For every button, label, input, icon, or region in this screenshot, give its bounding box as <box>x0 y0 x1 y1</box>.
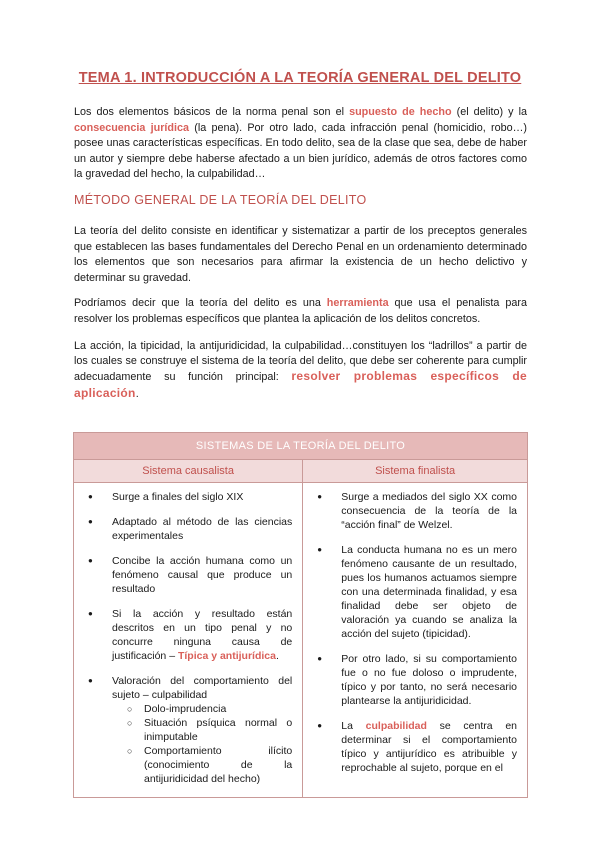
highlight-consecuencia-juridica: consecuencia jurídica <box>74 121 190 134</box>
list-item-text: Si la acción y resultado están descritos en un tipo penal y no concurre ninguna causa de justificación – <box>112 608 293 662</box>
highlight-supuesto-de-hecho: supuesto de hecho <box>349 106 452 118</box>
column-header-finalista: Sistema finalista <box>303 460 528 483</box>
table-header: SISTEMAS DE LA TEORÍA DEL DELITO <box>74 433 528 460</box>
intro-text-3: (la pena). Por otro lado, cada infracción penal (homicidio, robo…) posee unas características específicas. En todo delito, sea de la clase que sea, debe de haber un autor y siempre debe haberse afectado a un bien jurídico, además de otros factores como la gravedad del hecho, la culpabilidad… <box>74 121 527 181</box>
p2-text-1: Podríamos decir que la teoría del delito es una <box>74 297 327 309</box>
sublist-item: ○ Situación psíquica normal o inimputable <box>112 716 292 744</box>
list-item <box>303 719 527 775</box>
highlight-culpabilidad: culpabilidad <box>365 720 427 732</box>
paragraph-teoria: La teoría del delito consiste en identificar y sistematizar a partir de los preceptos generales que establecen las bases fundamentales del Derecho Penal en un ordenamiento determinado los elementos que son necesarios para afirmar la existencia de un hecho delictivo y determinar su gravedad. <box>74 225 527 284</box>
list-item <box>74 674 302 786</box>
p3-text-2: . <box>135 387 139 400</box>
column-header-causalista: Sistema causalista <box>74 460 303 483</box>
culpabilidad-sublist <box>112 702 292 786</box>
intro-text-2: (el delito) y la <box>451 106 527 118</box>
list-item: ● La conducta humana no es un mero fenómeno causante de un resultado, pues los humanos actuamos siempre con una determinada finalidad, y esa finalidad debe ser objeto de valoración ya cuando se analiza la acción del sujeto (tipicidad). <box>303 543 527 641</box>
p3-text-1: La acción, la tipicidad, la antijuridicidad, la culpabilidad…constituyen los “ladrillos” a partir de los cuales se construye el sistema de la teoría del delito, que debe ser coherente para cumplir adecuadamente su función principal: <box>74 340 527 384</box>
finalista-list <box>303 490 527 775</box>
sublist-item: ○ Comportamiento ilícito (conocimiento de la antijuridicidad del hecho) <box>112 744 292 786</box>
page-title: TEMA 1. INTRODUCCIÓN A LA TEORÍA GENERAL DEL DELITO <box>78 70 522 86</box>
list-item <box>74 607 302 663</box>
highlight-resolver-problemas: resolver problemas específicos de aplicación <box>74 369 527 400</box>
list-item: ● Surge a mediados del siglo XX como consecuencia de la teoría de la “acción final” de Welzel. <box>303 490 527 532</box>
intro-paragraph <box>74 105 527 183</box>
intro-text-1: Los dos elementos básicos de la norma penal son el <box>74 106 350 118</box>
section-heading: MÉTODO GENERAL DE LA TEORÍA DEL DELITO <box>74 193 367 207</box>
systems-table <box>73 432 528 798</box>
paragraph-herramienta <box>74 296 527 327</box>
p2-text-2: que usa el penalista para resolver los problemas específicos que plantea la aplicación de los delitos concretos. <box>74 297 527 325</box>
cell-finalista <box>303 483 528 798</box>
list-item-text: La <box>341 720 366 732</box>
highlight-tipica-antijuridica: Típica y antijurídica <box>177 650 276 662</box>
list-item-text: Valoración del comportamiento del sujeto – culpabilidad <box>112 675 293 701</box>
list-item: ● Concibe la acción humana como un fenómeno causal que produce un resultado <box>74 554 302 596</box>
list-item: ● Surge a finales del siglo XIX <box>74 490 302 504</box>
list-item-end: . <box>275 650 279 662</box>
list-item: ● Por otro lado, si su comportamiento fue o no fue doloso o imprudente, típico y por tanto, no será necesario plantearse la antijuridicidad. <box>303 652 527 708</box>
paragraph-ladrillos <box>74 339 527 402</box>
sublist-item: ○ Dolo-imprudencia <box>112 702 292 716</box>
list-item-text: se centra en determinar si el comportamiento típico y antijurídico es atribuible y reprochable al sujeto, porque en el <box>341 720 517 774</box>
causalista-list <box>74 490 302 786</box>
cell-causalista <box>74 483 303 798</box>
highlight-herramienta: herramienta <box>326 297 389 309</box>
list-item: ● Adaptado al método de las ciencias experimentales <box>74 515 302 543</box>
